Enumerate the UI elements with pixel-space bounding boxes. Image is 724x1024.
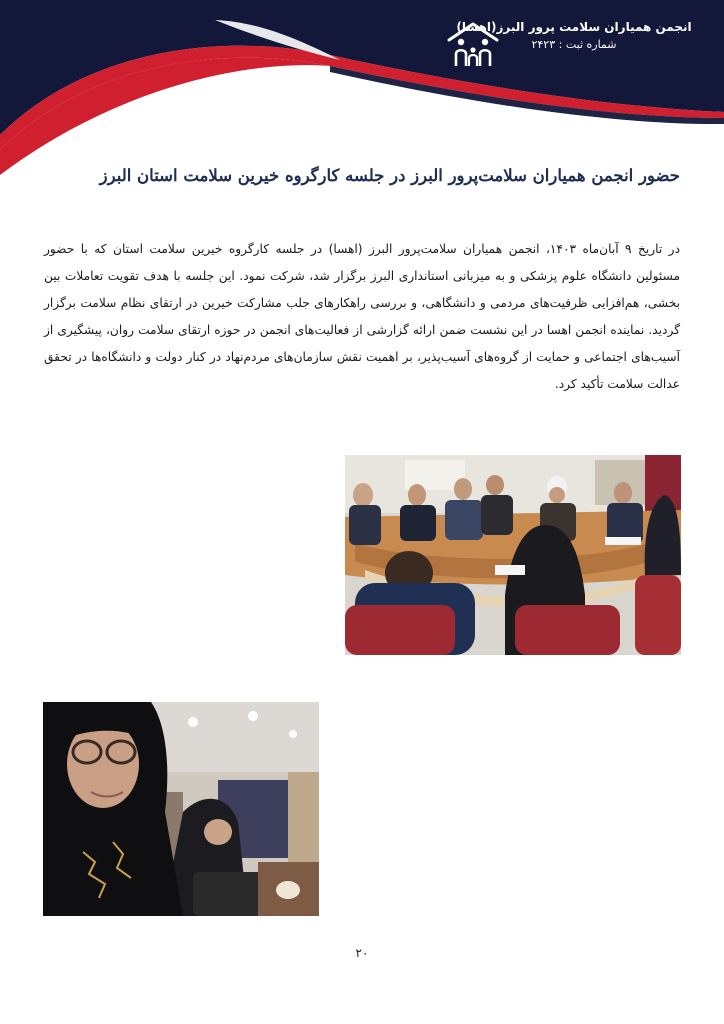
- meeting-photo: [345, 455, 681, 655]
- selfie-photo: [43, 702, 319, 916]
- org-logo-icon: [444, 20, 502, 70]
- org-name: انجمن همیاران سلامت پرور البرز(اهسا): [456, 20, 692, 34]
- article-title: حضور انجمن همیاران سلامت‌پرور البرز در جلسه کارگروه خیرین سلامت استان البرز: [99, 166, 680, 185]
- article-body: در تاریخ ۹ آبان‌ماه ۱۴۰۳، انجمن همیاران سلامت‌پرور البرز (اهسا) در جلسه کارگروه خیرین سلامت استان که با حضور مسئولین دانشگاه علوم پزشکی و به میزبانی استانداری البرز برگزار شد، شرکت نمود. این جلسه با هدف تقویت تعاملات بین بخشی، هم‌افزایی ظرفیت‌های مردمی و دانشگاهی، و بررسی راهکارهای جلب مشارکت خیرین در ارتقای نظام سلامت برگزار گردید. نماینده انجمن اهسا در این نشست ضمن ارائه گزارشی از فعالیت‌های انجمن در حوزه ارتقای سلامت روان، پیشگیری از آسیب‌های اجتماعی و حمایت از گروه‌های آسیب‌پذیر، بر اهمیت نقش سازمان‌های مردم‌نهاد در کنار دولت و دانشگاه‌ها در تحقق عدالت سلامت تأکید کرد.: [44, 242, 681, 391]
- registration-number: شماره ثبت : ۲۴۲۳: [531, 38, 617, 51]
- header-banner: [0, 0, 724, 175]
- org-block: [444, 20, 704, 51]
- page-number: ۲۰: [355, 946, 369, 960]
